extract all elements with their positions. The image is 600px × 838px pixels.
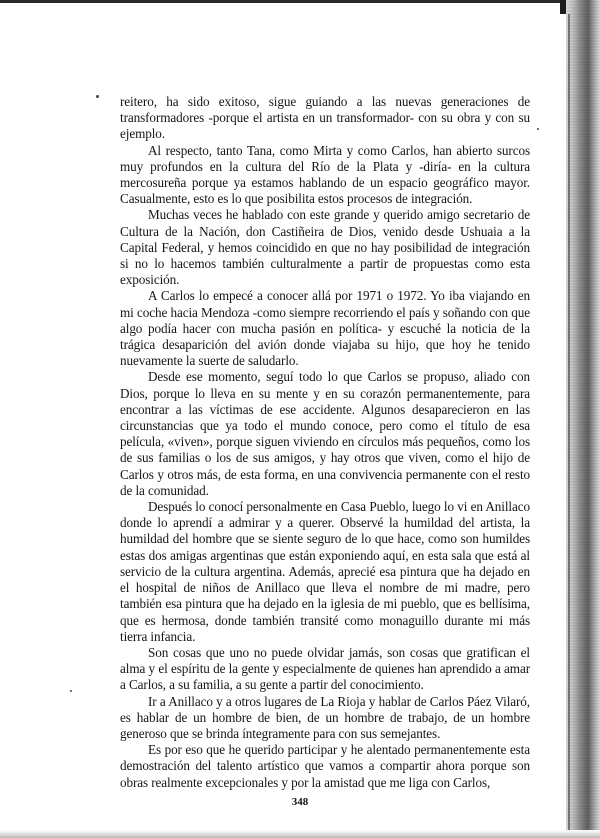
scan-right-edge [566, 0, 600, 838]
paragraph: Desde ese momento, seguí todo lo que Carlos se propuso, aliado con Dios, porque lo lleva en su mente y en su corazón permanentemente, para encontrar a las víctimas de ese accidente. Algunos desaparecieron en las circunstancias que ya todo el mundo conoce, pero como el título de esa película, «viven», porque siguen viviendo en círculos más pequeños, como los de sus familias o los de sus amigos, y hay otros que viven, como el hijo de Carlos y otros más, de esta forma, en una convivencia permanente con el resto de la comunidad. [120, 369, 530, 498]
paragraph: Después lo conocí personalmente en Casa Pueblo, luego lo vi en Anillaco donde lo aprendí a admirar y a querer. Observé la humildad del artista, la humildad del hombre que se siente seguro de lo que hace, como son humildes estas dos amigas argentinas que están exponiendo aquí, en esta sala que está al servicio de la cultura argentina. Además, aprecié esa pintura que ha dejado en el hospital de niños de Anillaco que lleva el nombre de mi madre, pero también esa pintura que ha dejado en la iglesia de mi pueblo, que es bellísima, que es hermosa, donde también transité como monaguillo durante mi más tierra infancia. [120, 499, 530, 644]
page-body [120, 94, 530, 791]
scan-speck [70, 690, 72, 692]
scan-speck [537, 128, 539, 130]
paragraph: Son cosas que uno no puede olvidar jamás, son cosas que gratifican el alma y el espíritu de la gente y especialmente de quienes han aprendido a amar a Carlos, a su familia, a su gente a partir del conocimiento. [120, 644, 530, 693]
paragraph: A Carlos lo empecé a conocer allá por 1971 o 1972. Yo iba viajando en mi coche hacia Mendoza -como siempre recorriendo el país y soñando con que algo podía hacer con mucha pasión en política- y escuché la noticia de la trágica desaparición del avión donde viajaba su hijo, que hoy he tenido nuevamente la suerte de saludarlo. [120, 288, 530, 369]
scan-edge-line [568, 14, 570, 838]
paragraph: Es por eso que he querido participar y he alentado permanentemente esta demostración del talento artístico que vamos a compartir ahora porque son obras realmente excepcionales y por la amistad que me liga con Carlos, [120, 742, 530, 790]
scan-top-border [0, 0, 560, 3]
paragraph: Ir a Anillaco y a otros lugares de La Rioja y hablar de Carlos Páez Vilaró, es hablar de un hombre de bien, de un hombre de trabajo, de un hombre generoso que se brinda íntegramente para con sus semejantes. [120, 693, 530, 741]
scan-speck [96, 95, 99, 98]
scan-bottom-edge [0, 830, 600, 838]
paragraph: reiterо, ha sido exitoso, sigue guiando a las nuevas generaciones de transformadores -porque el artista en un transformador- con su obra y con su ejemplo. [120, 94, 530, 142]
page-number: 348 [291, 796, 309, 808]
paragraph: Al respecto, tanto Tana, como Mirta y como Carlos, han abierto surcos muy profundos en la cultura del Río de la Plata y -diría- en la cultura mercosureña porque ya estamos hablando de un espacio geográfico mayor. Casualmente, esto es lo que posibilita estos procesos de integración. [120, 142, 530, 207]
paragraph: Muchas veces he hablado con este grande y querido amigo secretario de Cultura de la Nación, don Castiñeira de Dios, venido desde Ushuaia a la Capital Federal, y hemos coincidido en que no hay posibilidad de integración si no lo hacemos también culturalmente a partir de propuestas como esta exposición. [120, 207, 530, 288]
